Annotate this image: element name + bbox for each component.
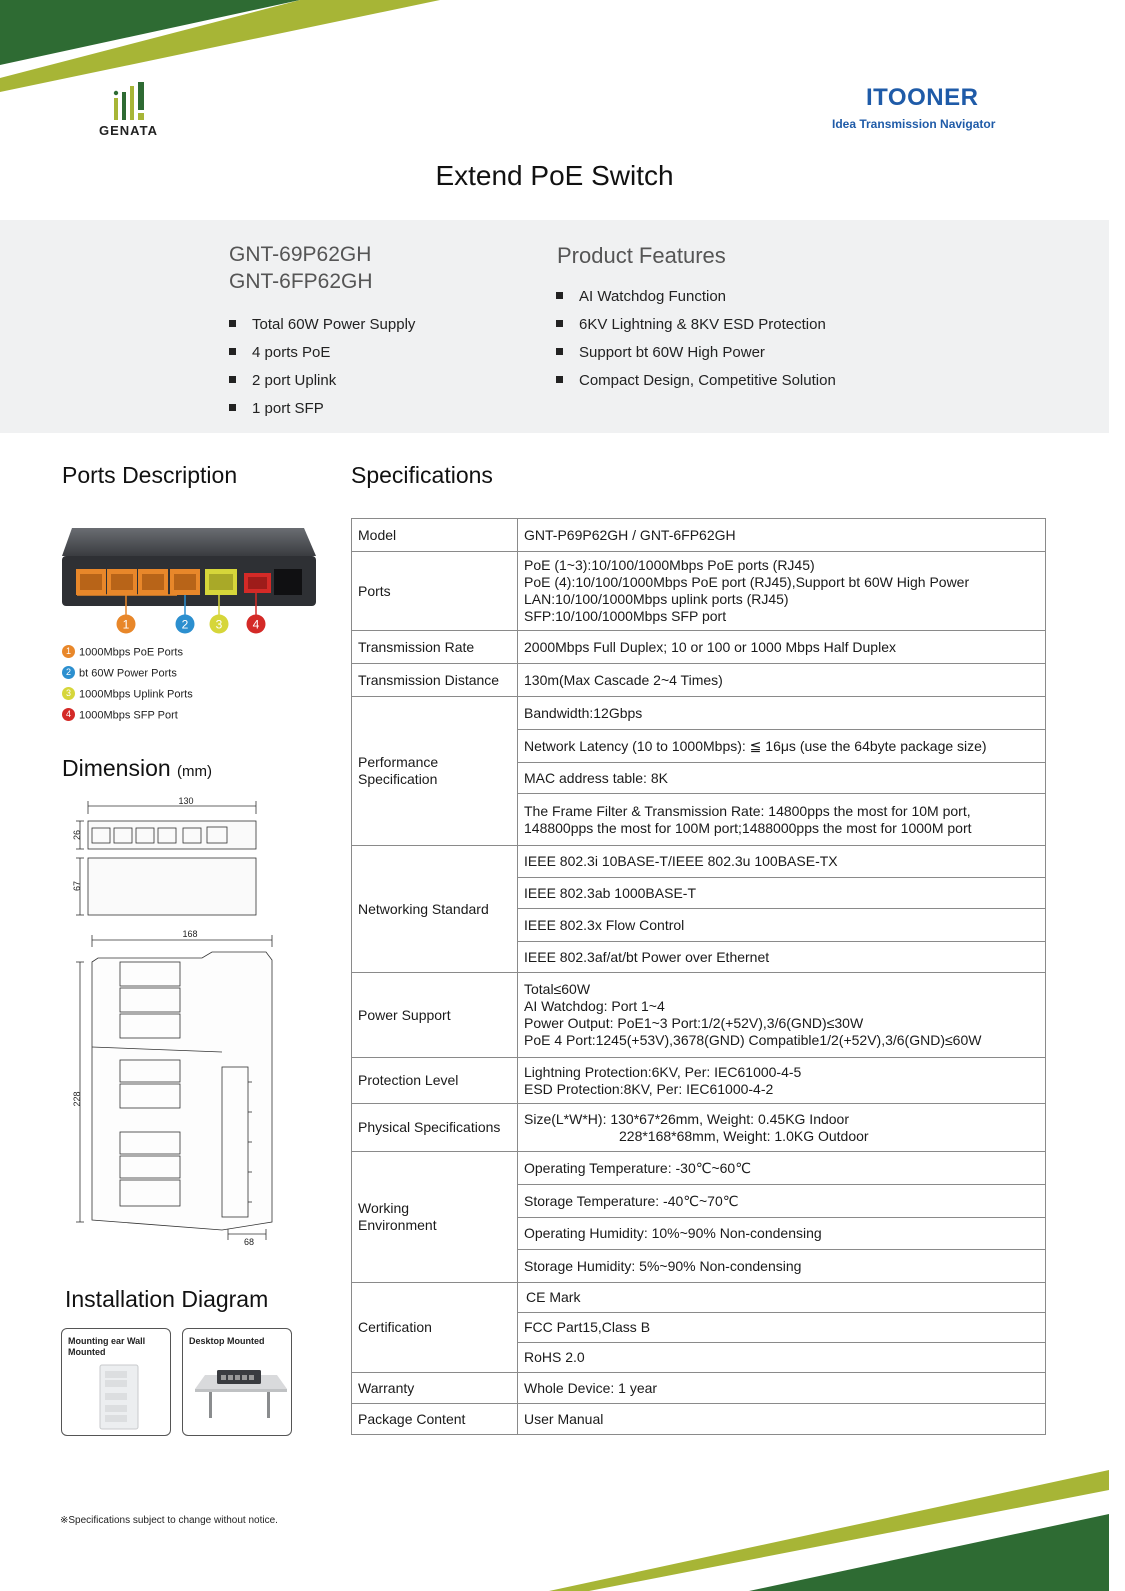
table-row: The Frame Filter & Transmission Rate: 14800pps the most for 10M port, 148800pps the most for 100M port;1488000pps the most for 1000M port (352, 794, 1046, 846)
table-row: Storage Temperature: -40℃~70℃ (352, 1185, 1046, 1218)
bullet-square-icon (229, 404, 236, 411)
model-bullet-item: 4 ports PoE (229, 344, 330, 361)
table-row: Operating Humidity: 10%~90% Non-condensing (352, 1218, 1046, 1250)
specifications-title: Specifications (351, 462, 493, 488)
bullet-square-icon (229, 320, 236, 327)
dim-label-168: 168 (182, 929, 198, 939)
feature-item: AI Watchdog Function (556, 288, 726, 305)
table-row: Model GNT-P69P62GH / GNT-6FP62GH (352, 519, 1046, 552)
table-row: Networking Standard IEEE 802.3i 10BASE-T/IEEE 802.3u 100BASE-TX (352, 846, 1046, 878)
table-row: Ports PoE (1~3):10/100/1000Mbps PoE ports (RJ45) PoE (4):10/100/1000Mbps PoE port (RJ45),Support bt 60W High Power LAN:10/100/1000Mbps uplink ports (RJ45) SFP:10/100/1000Mbps SFP port (352, 552, 1046, 631)
table-row: Transmission Rate 2000Mbps Full Duplex; 10 or 100 or 1000 Mbps Half Duplex (352, 631, 1046, 664)
table-row: FCC Part15,Class B (352, 1313, 1046, 1343)
table-row: Power Support Total≤60W AI Watchdog: Port 1~4 Power Output: PoE1~3 Port:1/2(+52V),3/6(GND)≤30W PoE 4 Port:1245(+53V),3678(GND) Compatible1/2(+52V),3/6(GND)≤60W (352, 973, 1046, 1058)
table-row: Warranty Whole Device: 1 year (352, 1373, 1046, 1404)
model-name-1: GNT-69P62GH (229, 243, 372, 266)
install-label-desktop: Desktop Mounted (189, 1336, 265, 1346)
dimension-drawing (62, 792, 282, 1252)
svg-text:2: 2 (181, 617, 189, 632)
top-stripe-decoration (0, 0, 460, 100)
bullet-square-icon (229, 376, 236, 383)
feature-item: Compact Design, Competitive Solution (556, 372, 836, 389)
model-bullet-item: 2 port Uplink (229, 372, 336, 389)
table-row: IEEE 802.3x Flow Control (352, 909, 1046, 942)
table-row: IEEE 802.3ab 1000BASE-T (352, 878, 1046, 909)
page-title: Extend PoE Switch (435, 160, 674, 191)
ports-description-title: Ports Description (62, 462, 238, 488)
legend-item-sfp: 4 1000Mbps SFP Port (62, 709, 178, 722)
bullet-square-icon (556, 292, 563, 299)
dim-label-26: 26 (72, 829, 82, 841)
svg-text:1: 1 (122, 617, 130, 632)
table-row: Network Latency (10 to 1000Mbps): ≦ 16μs (use the 64byte package size) (352, 730, 1046, 763)
switch-front-image (60, 522, 320, 637)
table-row: Package Content User Manual (352, 1404, 1046, 1435)
legend-item-poe: 1 1000Mbps PoE Ports (62, 646, 183, 659)
bullet-square-icon (556, 348, 563, 355)
features-title: Product Features (557, 243, 726, 268)
install-card-wall (61, 1328, 171, 1436)
table-row: Performance Specification Bandwidth:12Gbps (352, 697, 1046, 730)
svg-text:4: 4 (252, 617, 260, 632)
legend-dot-icon: 4 (62, 708, 75, 721)
footer-notice: ※Specifications subject to change without notice. (60, 1515, 278, 1526)
install-label-wall: Mounting ear Wall Mounted (68, 1336, 146, 1357)
table-row: Protection Level Lightning Protection:6KV, Per: IEC61000-4-5 ESD Protection:8KV, Per: IEC61000-4-2 (352, 1058, 1046, 1104)
specifications-table (351, 518, 1046, 1435)
install-card-desktop (182, 1328, 292, 1436)
model-bullet-item: Total 60W Power Supply (229, 316, 415, 333)
table-row: RoHS 2.0 (352, 1343, 1046, 1373)
dim-label-130: 130 (178, 796, 194, 806)
wall-mount-image (96, 1363, 142, 1431)
model-bullet-item: 1 port SFP (229, 400, 324, 417)
legend-dot-icon: 2 (62, 666, 75, 679)
table-row: Physical Specifications Size(L*W*H): 130*67*26mm, Weight: 0.45KG Indoor 228*168*68mm, Weight: 1.0KG Outdoor (352, 1104, 1046, 1152)
legend-dot-icon: 3 (62, 687, 75, 700)
model-name-2: GNT-6FP62GH (229, 270, 373, 293)
svg-text:3: 3 (215, 617, 223, 632)
table-row: Certification CE Mark (352, 1283, 1046, 1313)
table-row: Working Environment Operating Temperature: -30℃~60℃ (352, 1152, 1046, 1185)
desktop-mount-image (191, 1359, 287, 1423)
feature-item: Support bt 60W High Power (556, 344, 765, 361)
dim-label-68: 68 (243, 1237, 255, 1247)
bullet-square-icon (229, 348, 236, 355)
bullet-square-icon (556, 376, 563, 383)
genata-logo-mark (112, 82, 152, 120)
dimension-title: Dimension (mm) (62, 755, 213, 781)
feature-item: 6KV Lightning & 8KV ESD Protection (556, 316, 826, 333)
legend-dot-icon: 1 (62, 645, 75, 658)
table-row: Transmission Distance 130m(Max Cascade 2~4 Times) (352, 664, 1046, 697)
table-row: Storage Humidity: 5%~90% Non-condensing (352, 1250, 1046, 1283)
legend-item-bt: 2 bt 60W Power Ports (62, 667, 177, 680)
table-row: IEEE 802.3af/at/bt Power over Ethernet (352, 942, 1046, 973)
product-overview-band (0, 220, 1109, 433)
bottom-stripe-decoration (549, 1466, 1109, 1591)
dim-label-67: 67 (72, 880, 82, 892)
genata-logo-text: GENATA (99, 123, 158, 138)
table-row: MAC address table: 8K (352, 763, 1046, 794)
legend-item-uplink: 3 1000Mbps Uplink Ports (62, 688, 193, 701)
itooner-logo-text: ITOONER (866, 84, 979, 111)
itooner-tagline: Idea Transmission Navigator (832, 117, 996, 131)
bullet-square-icon (556, 320, 563, 327)
installation-title: Installation Diagram (65, 1286, 269, 1312)
dim-label-228: 228 (72, 1091, 82, 1107)
